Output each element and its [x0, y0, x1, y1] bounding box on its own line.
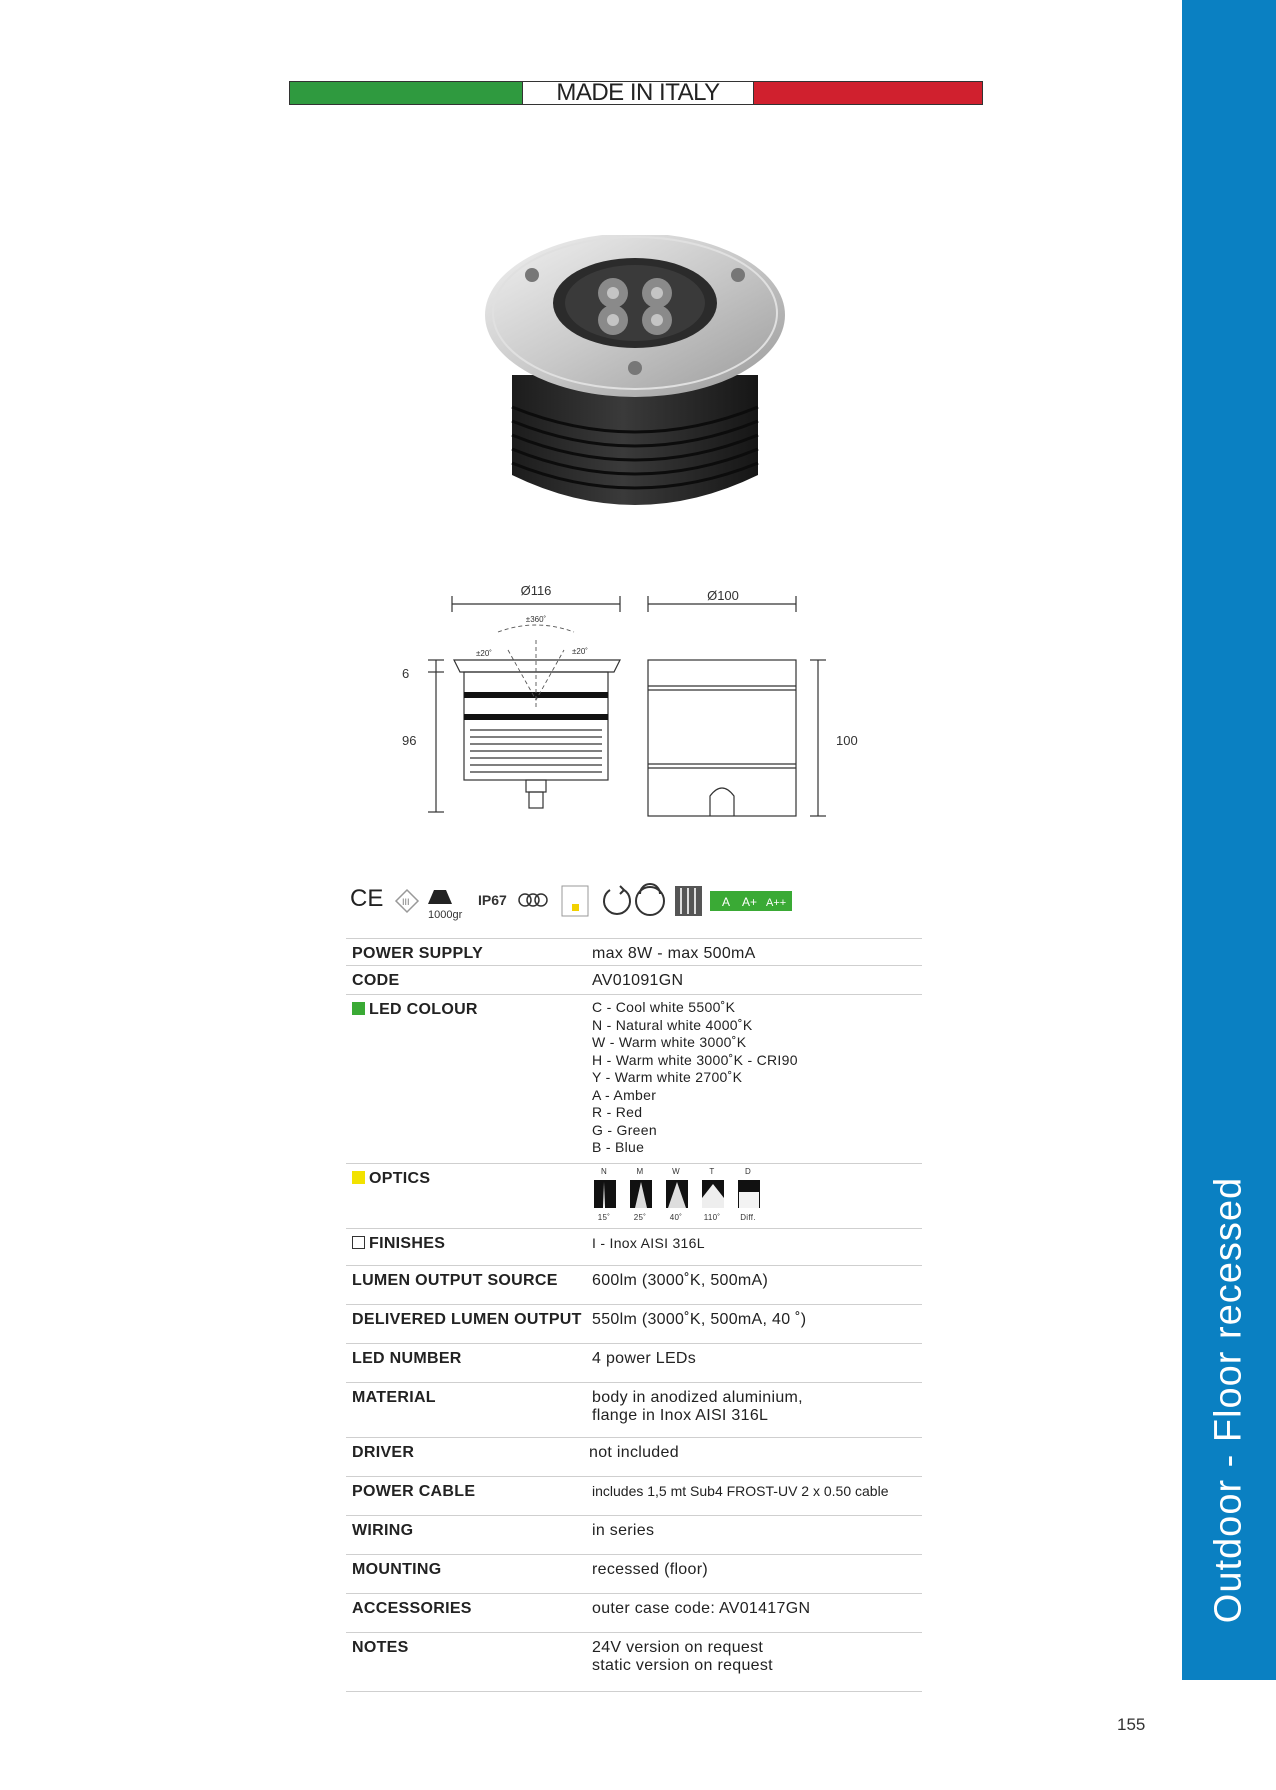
spec-label: MATERIAL — [352, 1389, 436, 1406]
optic-code: M — [636, 1167, 644, 1176]
spec-label: WIRING — [352, 1522, 414, 1539]
weight-label: 1000gr — [428, 909, 463, 921]
spec-value: outer case code: AV01417GN — [592, 1600, 811, 1617]
spec-value: not included — [589, 1444, 679, 1461]
wide-beam-icon — [666, 1180, 688, 1208]
spec-label: POWER CABLE — [352, 1483, 476, 1500]
spec-value: max 8W - max 500mA — [592, 945, 756, 962]
product-image — [470, 235, 800, 530]
flag-red-stripe — [754, 82, 982, 104]
rotation-angle-label: ±360˚ — [525, 615, 547, 624]
total-height-label: 100 — [836, 733, 858, 748]
note-line: 24V version on request — [592, 1639, 764, 1656]
spec-row-finishes — [346, 1228, 922, 1265]
page-number: 155 — [1117, 1715, 1146, 1734]
spec-value: AV01091GN — [592, 972, 684, 989]
outdoor-road-icon — [675, 886, 702, 916]
list-item: H - Warm white 3000˚K - CRI90 — [592, 1051, 798, 1068]
flag-green-stripe — [290, 82, 522, 104]
optic-angle: 40˚ — [669, 1213, 683, 1222]
spec-row-lumen-delivered — [346, 1304, 922, 1343]
made-in-italy-banner — [289, 81, 983, 105]
spec-value: in series — [592, 1522, 655, 1539]
spec-label: LUMEN OUTPUT SOURCE — [352, 1272, 558, 1289]
spec-label: LED COLOUR — [369, 1001, 478, 1018]
spec-label: ACCESSORIES — [352, 1600, 472, 1617]
note-line: static version on request — [592, 1657, 773, 1674]
list-item: Y - Warm white 2700˚K — [592, 1069, 743, 1085]
energy-class-a: A — [722, 895, 731, 909]
spec-row-led-number — [346, 1343, 922, 1382]
rotation-icon — [604, 886, 630, 914]
made-in-italy-label: MADE IN ITALY — [522, 82, 754, 104]
load-weight-icon — [428, 890, 452, 904]
optic-angle: 110˚ — [703, 1213, 721, 1222]
spec-value: I - Inox AISI 316L — [592, 1235, 705, 1251]
spec-row-optics — [346, 1163, 922, 1228]
spec-label: DRIVER — [352, 1444, 415, 1461]
series-connection-icon — [519, 894, 547, 906]
category-title: Outdoor - Floor recessed — [1207, 1176, 1250, 1624]
ip-rating-label: IP67 — [478, 892, 507, 908]
spec-value-notes — [592, 1633, 922, 1691]
certification-icons — [350, 876, 820, 926]
body-height-label: 96 — [402, 733, 417, 748]
medium-beam-icon — [630, 1180, 652, 1208]
flange-height-label: 6 — [402, 666, 410, 681]
led-lamp-icon — [562, 886, 588, 916]
tilt-right-label: ±20˚ — [572, 647, 588, 656]
optics-marker — [352, 1171, 365, 1184]
svg-text:CE: CE — [350, 885, 384, 912]
tilt-icon — [636, 884, 664, 915]
spec-label: CODE — [352, 972, 400, 989]
spec-label: FINISHES — [369, 1235, 446, 1252]
spec-value: includes 1,5 mt Sub4 FROST-UV 2 x 0.50 cable — [592, 1483, 889, 1499]
spec-value-material — [592, 1383, 922, 1437]
spec-value: 600lm (3000˚K, 500mA) — [592, 1272, 769, 1289]
body-diameter-label: Ø100 — [707, 588, 739, 603]
spec-label-optics — [346, 1164, 592, 1228]
material-line: flange in Inox AISI 316L — [592, 1407, 769, 1424]
list-item: C - Cool white 5500˚K — [592, 999, 736, 1015]
tilt-left-label: ±20˚ — [476, 649, 492, 658]
optic-code: T — [709, 1167, 715, 1176]
ce-mark-icon — [350, 885, 383, 912]
spec-label: DELIVERED LUMEN OUTPUT — [352, 1311, 582, 1328]
spec-row-accessories — [346, 1593, 922, 1632]
spec-label-finishes — [346, 1229, 592, 1265]
spec-row-led-colour — [346, 994, 922, 1163]
material-line: body in anodized aluminium, — [592, 1389, 803, 1406]
spec-label-led-colour — [346, 995, 592, 1163]
flange-diameter-label: Ø116 — [520, 583, 552, 598]
list-item: A - Amber — [592, 1086, 657, 1103]
spec-label: NOTES — [352, 1639, 409, 1656]
spec-label: OPTICS — [369, 1170, 431, 1187]
list-item: R - Red — [592, 1104, 643, 1120]
list-item: N - Natural white 4000˚K — [592, 1016, 753, 1033]
spec-row-notes — [346, 1632, 922, 1692]
energy-class-a-plus: A+ — [742, 895, 758, 909]
spec-row-mounting — [346, 1554, 922, 1593]
spec-value: recessed (floor) — [592, 1561, 708, 1578]
spec-row-driver — [346, 1437, 922, 1476]
spec-row-lumen-source — [346, 1265, 922, 1304]
energy-class-a-plus-plus: A++ — [766, 897, 787, 909]
spec-row-power-cable — [346, 1476, 922, 1515]
finishes-marker — [352, 1236, 365, 1249]
very-wide-beam-icon — [702, 1180, 724, 1208]
list-item: G - Green — [592, 1121, 657, 1138]
optic-code: D — [744, 1167, 752, 1176]
class-iii-icon — [396, 890, 418, 912]
spec-value: 4 power LEDs — [592, 1350, 697, 1367]
optic-code: N — [600, 1167, 608, 1176]
spec-row-material — [346, 1382, 922, 1437]
spec-row-wiring — [346, 1515, 922, 1554]
optic-angle: 15˚ — [597, 1213, 611, 1222]
narrow-beam-icon — [594, 1180, 616, 1208]
spec-value: 550lm (3000˚K, 500mA, 40 ˚) — [592, 1311, 807, 1328]
led-colour-marker — [352, 1002, 365, 1015]
spec-label: LED NUMBER — [352, 1350, 462, 1367]
spec-table — [346, 938, 922, 1692]
spec-label: POWER SUPPLY — [352, 945, 484, 962]
list-item: W - Warm white 3000˚K — [592, 1034, 747, 1050]
optic-angle: Diff. — [740, 1213, 756, 1222]
diffused-beam-icon — [738, 1180, 760, 1208]
optic-code: W — [672, 1167, 680, 1176]
spec-row-power-supply — [346, 938, 922, 965]
led-colour-list — [592, 995, 922, 1163]
list-item: B - Blue — [592, 1139, 645, 1155]
technical-drawing — [380, 580, 870, 820]
optic-angle: 25˚ — [633, 1213, 647, 1222]
svg-text:III: III — [402, 897, 410, 907]
optics-icons — [592, 1166, 792, 1222]
spec-label: MOUNTING — [352, 1561, 442, 1578]
spec-row-code — [346, 965, 922, 994]
